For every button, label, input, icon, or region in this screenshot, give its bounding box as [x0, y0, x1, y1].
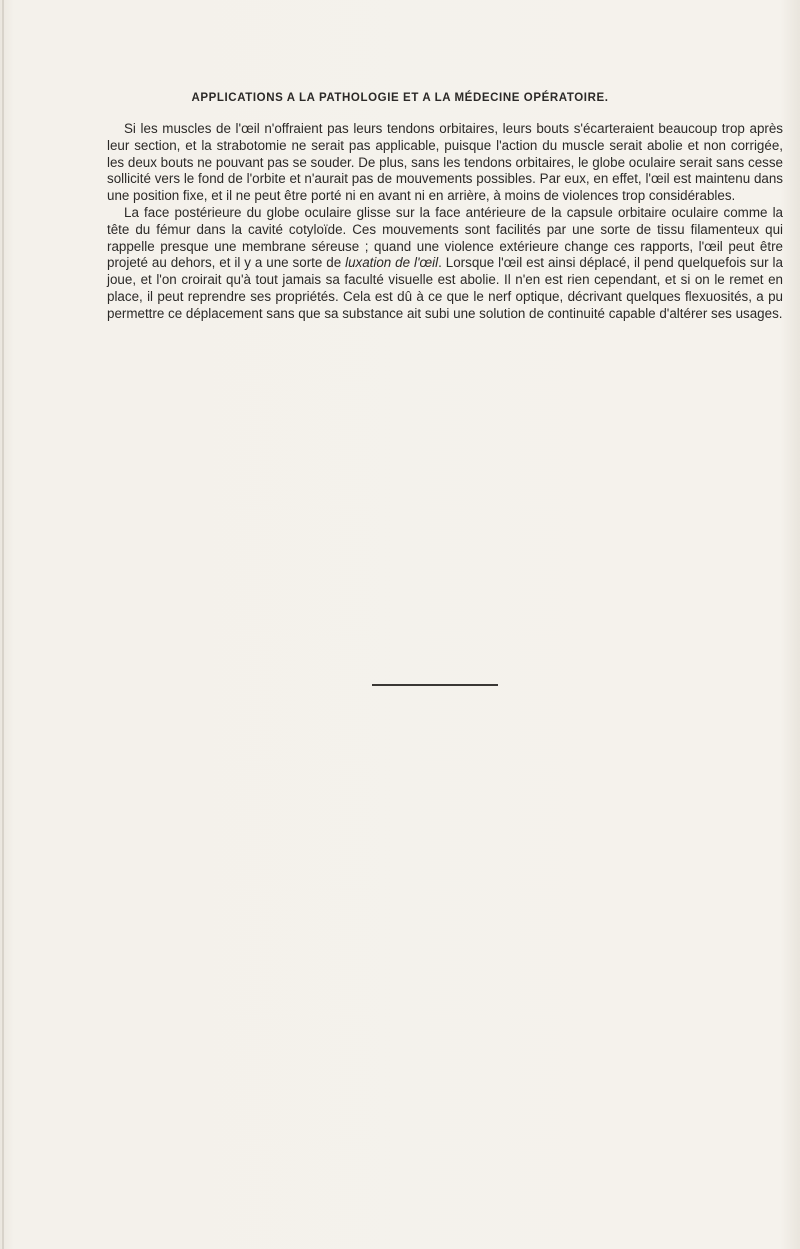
- paragraph-2-part-2: . Lorsque l'œil est ainsi déplacé, il pend quelquefois sur la joue, et l'on croirait qu'à tout jamais sa faculté visuelle est abolie. Il n'en est rien cependant, et si on le remet en place, il peut reprendre ses propriétés. Cela est dû à ce que le nerf optique, décrivant quelques flexuosités, a pu permettre ce déplacement sans que sa substance ait subi une solution de continuité capable d'altérer ses usages.: [107, 255, 783, 321]
- paragraph-1: Si les muscles de l'œil n'offraient pas leurs tendons orbitaires, leurs bouts s'écarteraient beaucoup trop après leur section, et la strabotomie ne serait pas applicable, puisque l'action du muscle serait abolie et non corrigée, les deux bouts ne pouvant pas se souder. De plus, sans les tendons orbitaires, le globe oculaire serait sans cesse sollicité vers le fond de l'orbite et n'aurait pas de mouvements possibles. Par eux, en effet, l'œil est maintenu dans une position fixe, et il ne peut être porté ni en avant ni en arrière, à moins de violences trop considérables.: [107, 121, 783, 204]
- section-end-rule: [372, 684, 498, 686]
- running-header: APPLICATIONS A LA PATHOLOGIE ET A LA MÉDECINE OPÉRATOIRE.: [191, 92, 609, 104]
- paragraph-2: [107, 205, 783, 323]
- paragraph-2-part-1: La face postérieure du globe oculaire glisse sur la face antérieure de la capsule orbitaire oculaire comme la tête du fémur dans la cavité cotyloïde. Ces mouvements sont facilités par une sorte de tissu filamenteux qui rappelle presque une membrane séreuse ; quand une violence extérieure change ces rapports, l'œil peut être projeté au dehors, et il y a une sorte de: [107, 204, 783, 271]
- italic-term: luxation de l'œil: [345, 255, 439, 271]
- page-edge: [2, 0, 4, 1249]
- body-text: [107, 121, 783, 323]
